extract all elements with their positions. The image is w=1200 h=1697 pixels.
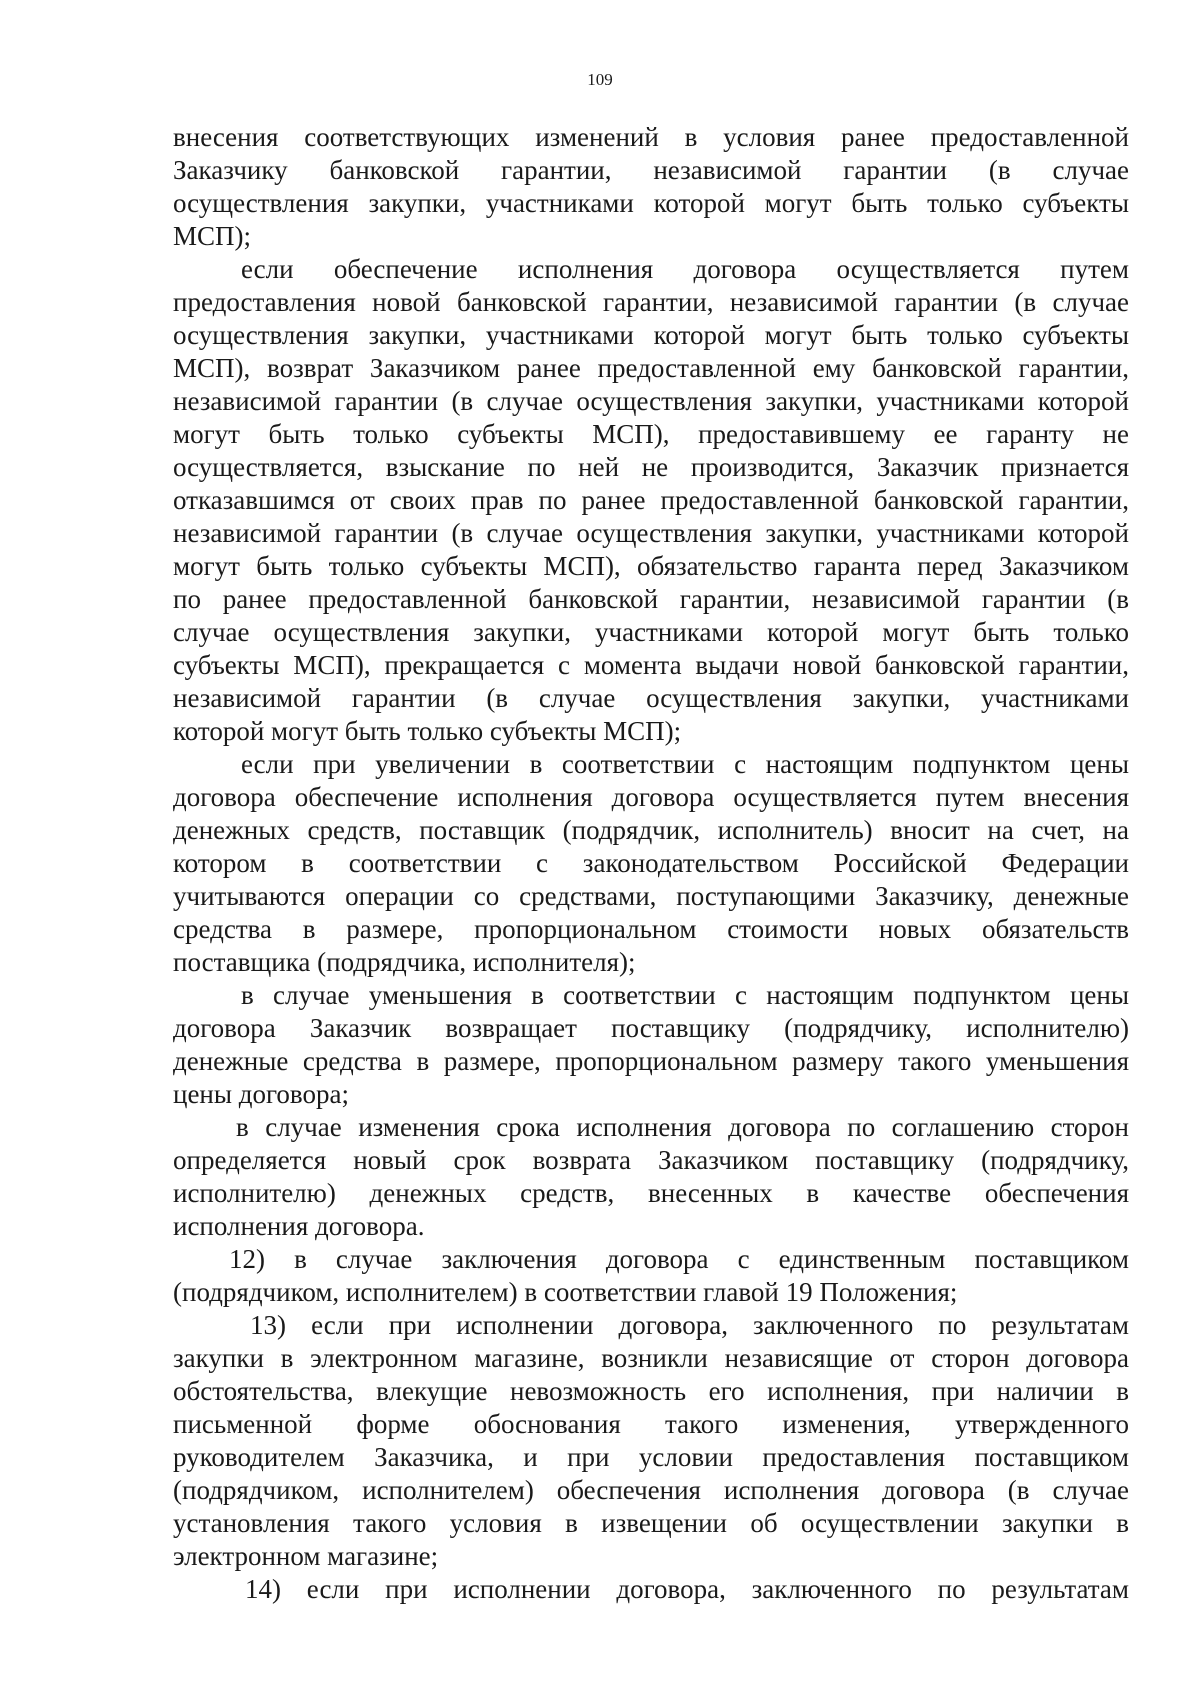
- text-line: (подрядчиком, исполнителем) в соответствии главой 19 Положения;: [173, 1277, 958, 1307]
- text-line: определяется новый срок возврата Заказчиком поставщику (подрядчику,: [173, 1145, 1129, 1175]
- text-line: Заказчику банковской гарантии, независимой гарантии (в случае: [173, 155, 1129, 185]
- text-line: договора Заказчик возвращает поставщику (подрядчику, исполнителю): [173, 1013, 1129, 1043]
- text-line: в случае уменьшения в соответствии с настоящим подпунктом цены: [241, 980, 1129, 1010]
- text-line: средства в размере, пропорциональном стоимости новых обязательств: [173, 914, 1129, 944]
- text-line: если обеспечение исполнения договора осуществляется путем: [241, 254, 1129, 284]
- text-line: 12) в случае заключения договора с единственным поставщиком: [229, 1244, 1129, 1274]
- text-line: (подрядчиком, исполнителем) обеспечения исполнения договора (в случае: [173, 1475, 1129, 1505]
- text-line: 13) если при исполнении договора, заключенного по результатам: [250, 1310, 1129, 1340]
- text-line: МСП), возврат Заказчиком ранее предоставленной ему банковской гарантии,: [173, 353, 1129, 383]
- text-line: субъекты МСП), прекращается с момента выдачи новой банковской гарантии,: [173, 650, 1129, 680]
- text-line: независимой гарантии (в случае осуществления закупки, участниками которой: [173, 518, 1129, 548]
- text-line: которой могут быть только субъекты МСП);: [173, 716, 682, 746]
- text-line: руководителем Заказчика, и при условии предоставления поставщиком: [173, 1442, 1129, 1472]
- text-line: если при увеличении в соответствии с настоящим подпунктом цены: [241, 749, 1129, 779]
- text-line: котором в соответствии с законодательством Российской Федерации: [173, 848, 1129, 878]
- text-line: могут быть только субъекты МСП), предоставившему ее гаранту не: [173, 419, 1129, 449]
- page-number: 109: [587, 70, 613, 89]
- text-line: МСП);: [173, 221, 252, 251]
- document-body: [173, 121, 1129, 1606]
- text-line: исполнения договора.: [173, 1211, 425, 1241]
- text-line: внесения соответствующих изменений в условия ранее предоставленной: [173, 122, 1129, 152]
- text-line: 14) если при исполнении договора, заключенного по результатам: [245, 1574, 1129, 1604]
- text-line: договора обеспечение исполнения договора осуществляется путем внесения: [173, 782, 1129, 812]
- text-line: исполнителю) денежных средств, внесенных в качестве обеспечения: [173, 1178, 1129, 1208]
- text-line: отказавшимся от своих прав по ранее предоставленной банковской гарантии,: [173, 485, 1129, 515]
- text-line: независимой гарантии (в случае осуществления закупки, участниками: [173, 683, 1129, 713]
- text-line: по ранее предоставленной банковской гарантии, независимой гарантии (в: [173, 584, 1129, 614]
- text-line: установления такого условия в извещении об осуществлении закупки в: [173, 1508, 1129, 1538]
- text-line: цены договора;: [173, 1079, 349, 1109]
- text-line: предоставления новой банковской гарантии, независимой гарантии (в случае: [173, 287, 1129, 317]
- text-line: могут быть только субъекты МСП), обязательство гаранта перед Заказчиком: [173, 551, 1129, 581]
- text-line: письменной форме обоснования такого изменения, утвержденного: [173, 1409, 1129, 1439]
- text-line: учитываются операции со средствами, поступающими Заказчику, денежные: [173, 881, 1129, 911]
- text-line: закупки в электронном магазине, возникли независящие от сторон договора: [173, 1343, 1129, 1373]
- text-line: электронном магазине;: [173, 1541, 439, 1571]
- text-line: случае осуществления закупки, участниками которой могут быть только: [173, 617, 1129, 647]
- text-line: обстоятельства, влекущие невозможность его исполнения, при наличии в: [173, 1376, 1129, 1406]
- text-line: в случае изменения срока исполнения договора по соглашению сторон: [236, 1112, 1129, 1142]
- text-line: независимой гарантии (в случае осуществления закупки, участниками которой: [173, 386, 1129, 416]
- text-line: денежные средства в размере, пропорциональном размеру такого уменьшения: [173, 1046, 1129, 1076]
- text-line: осуществления закупки, участниками которой могут быть только субъекты: [173, 320, 1129, 350]
- text-line: осуществляется, взыскание по ней не производится, Заказчик признается: [173, 452, 1129, 482]
- text-line: поставщика (подрядчика, исполнителя);: [173, 947, 636, 977]
- text-line: осуществления закупки, участниками которой могут быть только субъекты: [173, 188, 1129, 218]
- text-line: денежных средств, поставщик (подрядчик, исполнитель) вносит на счет, на: [173, 815, 1129, 845]
